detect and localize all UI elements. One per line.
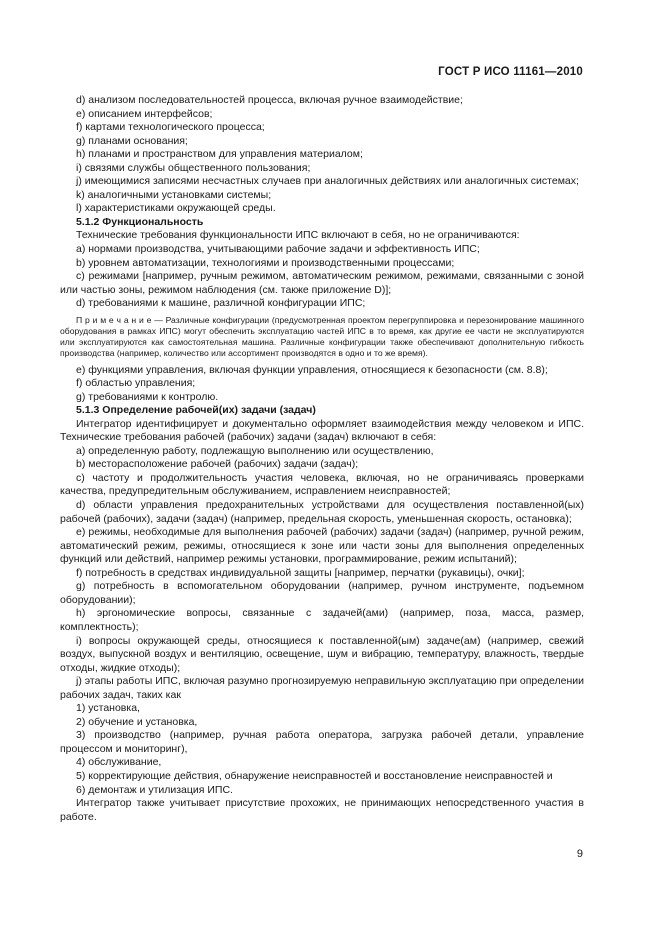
paragraph: Интегратор идентифицирует и документально оформляет взаимодействия между человеком и ИПС. Технические требования рабочей (рабочих) задачи (задач) включают в себя: [60, 417, 584, 444]
list-item: d) области управления предохранительных устройствами для осуществления поставленной(ых) рабочей (рабочих), задачи (задач) (например, предельная скорость, уменьшенная скорость, остановка); [60, 499, 584, 525]
note: П р и м е ч а н и е — Различные конфигурации (предусмотренная проектом перегруппировка и перезонирование машинного оборудования в рамках ИПС) могут обеспечить эксплуатацию частей ИПС в то время, как другие ее части не эксплуатируются или эксплуатируются как самостоятельная машина. Различные конфигурации также обеспечивают дополнительную гибкость производства (например, количество или ассортимент производятся в одно и то же время). [60, 314, 584, 359]
list-item: h) эргономические вопросы, связанные с задачей(ами) (например, поза, масса, размер, комплектность); [60, 607, 584, 633]
standard-header: ГОСТ Р ИСО 11161—2010 [438, 66, 583, 78]
list-item: j) этапы работы ИПС, включая разумно прогнозируемую неправильную эксплуатацию при определении рабочих задач, таких как [60, 675, 584, 701]
list-item: e) режимы, необходимые для выполнения рабочей (рабочих) задачи (задач) (например, ручной режим, автоматический режим, режимы, относящиеся к зоне или части зоны для выполнения определенных функций или действий, например режимы установки, программирование, режим испытаний); [60, 526, 584, 566]
list-item: g) потребность в вспомогательном оборудовании (например, ручном инструменте, подъемном оборудовании); [60, 580, 584, 606]
list-item: a) нормами производства, учитывающими рабочие задачи и эффективность ИПС; [76, 243, 480, 256]
page-number: 9 [576, 848, 583, 860]
numbered-item: 6) демонтаж и утилизация ИПС. [76, 783, 233, 796]
list-item: i) вопросы окружающей среды, относящиеся к поставленной(ым) задаче(ам) (например, свежий воздух, выпускной воздух и вентиляцию, освещение, шум и вибрацию, температуру, влажность, твердые отходы, жидкие отходы); [60, 634, 584, 674]
list-item: j) имеющимися записями несчастных случаев при аналогичных действиях или аналогичных системах; [76, 175, 579, 188]
section-title-5-1-2: 5.1.2 Функциональность [76, 215, 204, 228]
numbered-item: 5) корректирующие действия, обнаружение неисправностей и восстановление неисправностей и [76, 769, 553, 782]
list-item: l) характеристиками окружающей среды. [76, 202, 276, 215]
list-item: f) областью управления; [76, 377, 196, 390]
list-item: d) анализом последовательностей процесса, включая ручное взаимодействие; [76, 94, 463, 106]
list-item: b) уровнем автоматизации, технологиями и производственными процессами; [76, 256, 455, 269]
list-item: g) требованиями к контролю. [76, 390, 219, 403]
list-item: f) потребность в средствах индивидуальной защиты [например, перчатки (рукавицы), очки]; [76, 566, 525, 579]
list-item: b) месторасположение рабочей (рабочих) задачи (задач); [76, 458, 359, 471]
list-item: d) требованиями к машине, различной конфигурации ИПС; [76, 297, 366, 310]
numbered-item: 3) производство (например, ручная работа оператора, загрузка рабочей детали, управление процессом и мониторинг), [60, 729, 584, 755]
list-item: h) планами и пространством для управления материалом; [76, 148, 363, 161]
list-item: g) планами основания; [76, 134, 188, 147]
list-item: i) связями службы общественного пользования; [76, 161, 311, 174]
list-item: e) функциями управления, включая функции управления, относящиеся к безопасности (см. 8.8); [76, 363, 548, 376]
numbered-item: 4) обслуживание, [76, 756, 162, 769]
list-item: c) режимами [например, ручным режимом, автоматическим режимом, режимами, связанными с зоной или частью зоны, режимом наблюдения (см. также приложение D)]; [60, 270, 584, 296]
numbered-item: 2) обучение и установка, [76, 715, 198, 728]
paragraph: Интегратор также учитывает присутствие прохожих, не принимающих непосредственного участия в работе. [60, 797, 584, 823]
document-body [60, 94, 584, 824]
list-item: a) определенную работу, подлежащую выполнению или осуществлению, [76, 444, 434, 457]
paragraph: Технические требования функциональности ИПС включают в себя, но не ограничиваются: [76, 229, 520, 242]
numbered-item: 1) установка, [76, 702, 140, 715]
section-title-5-1-3: 5.1.3 Определение рабочей(их) задачи (задач) [76, 404, 316, 417]
list-item: e) описанием интерфейсов; [76, 107, 213, 120]
list-item: f) картами технологического процесса; [76, 121, 265, 134]
list-item: c) частоту и продолжительность участия человека, включая, но не ограничиваясь проверками качества, предупредительным обслуживанием, исправлением неисправностей; [60, 471, 584, 498]
list-item: k) аналогичными установками системы; [76, 188, 272, 201]
